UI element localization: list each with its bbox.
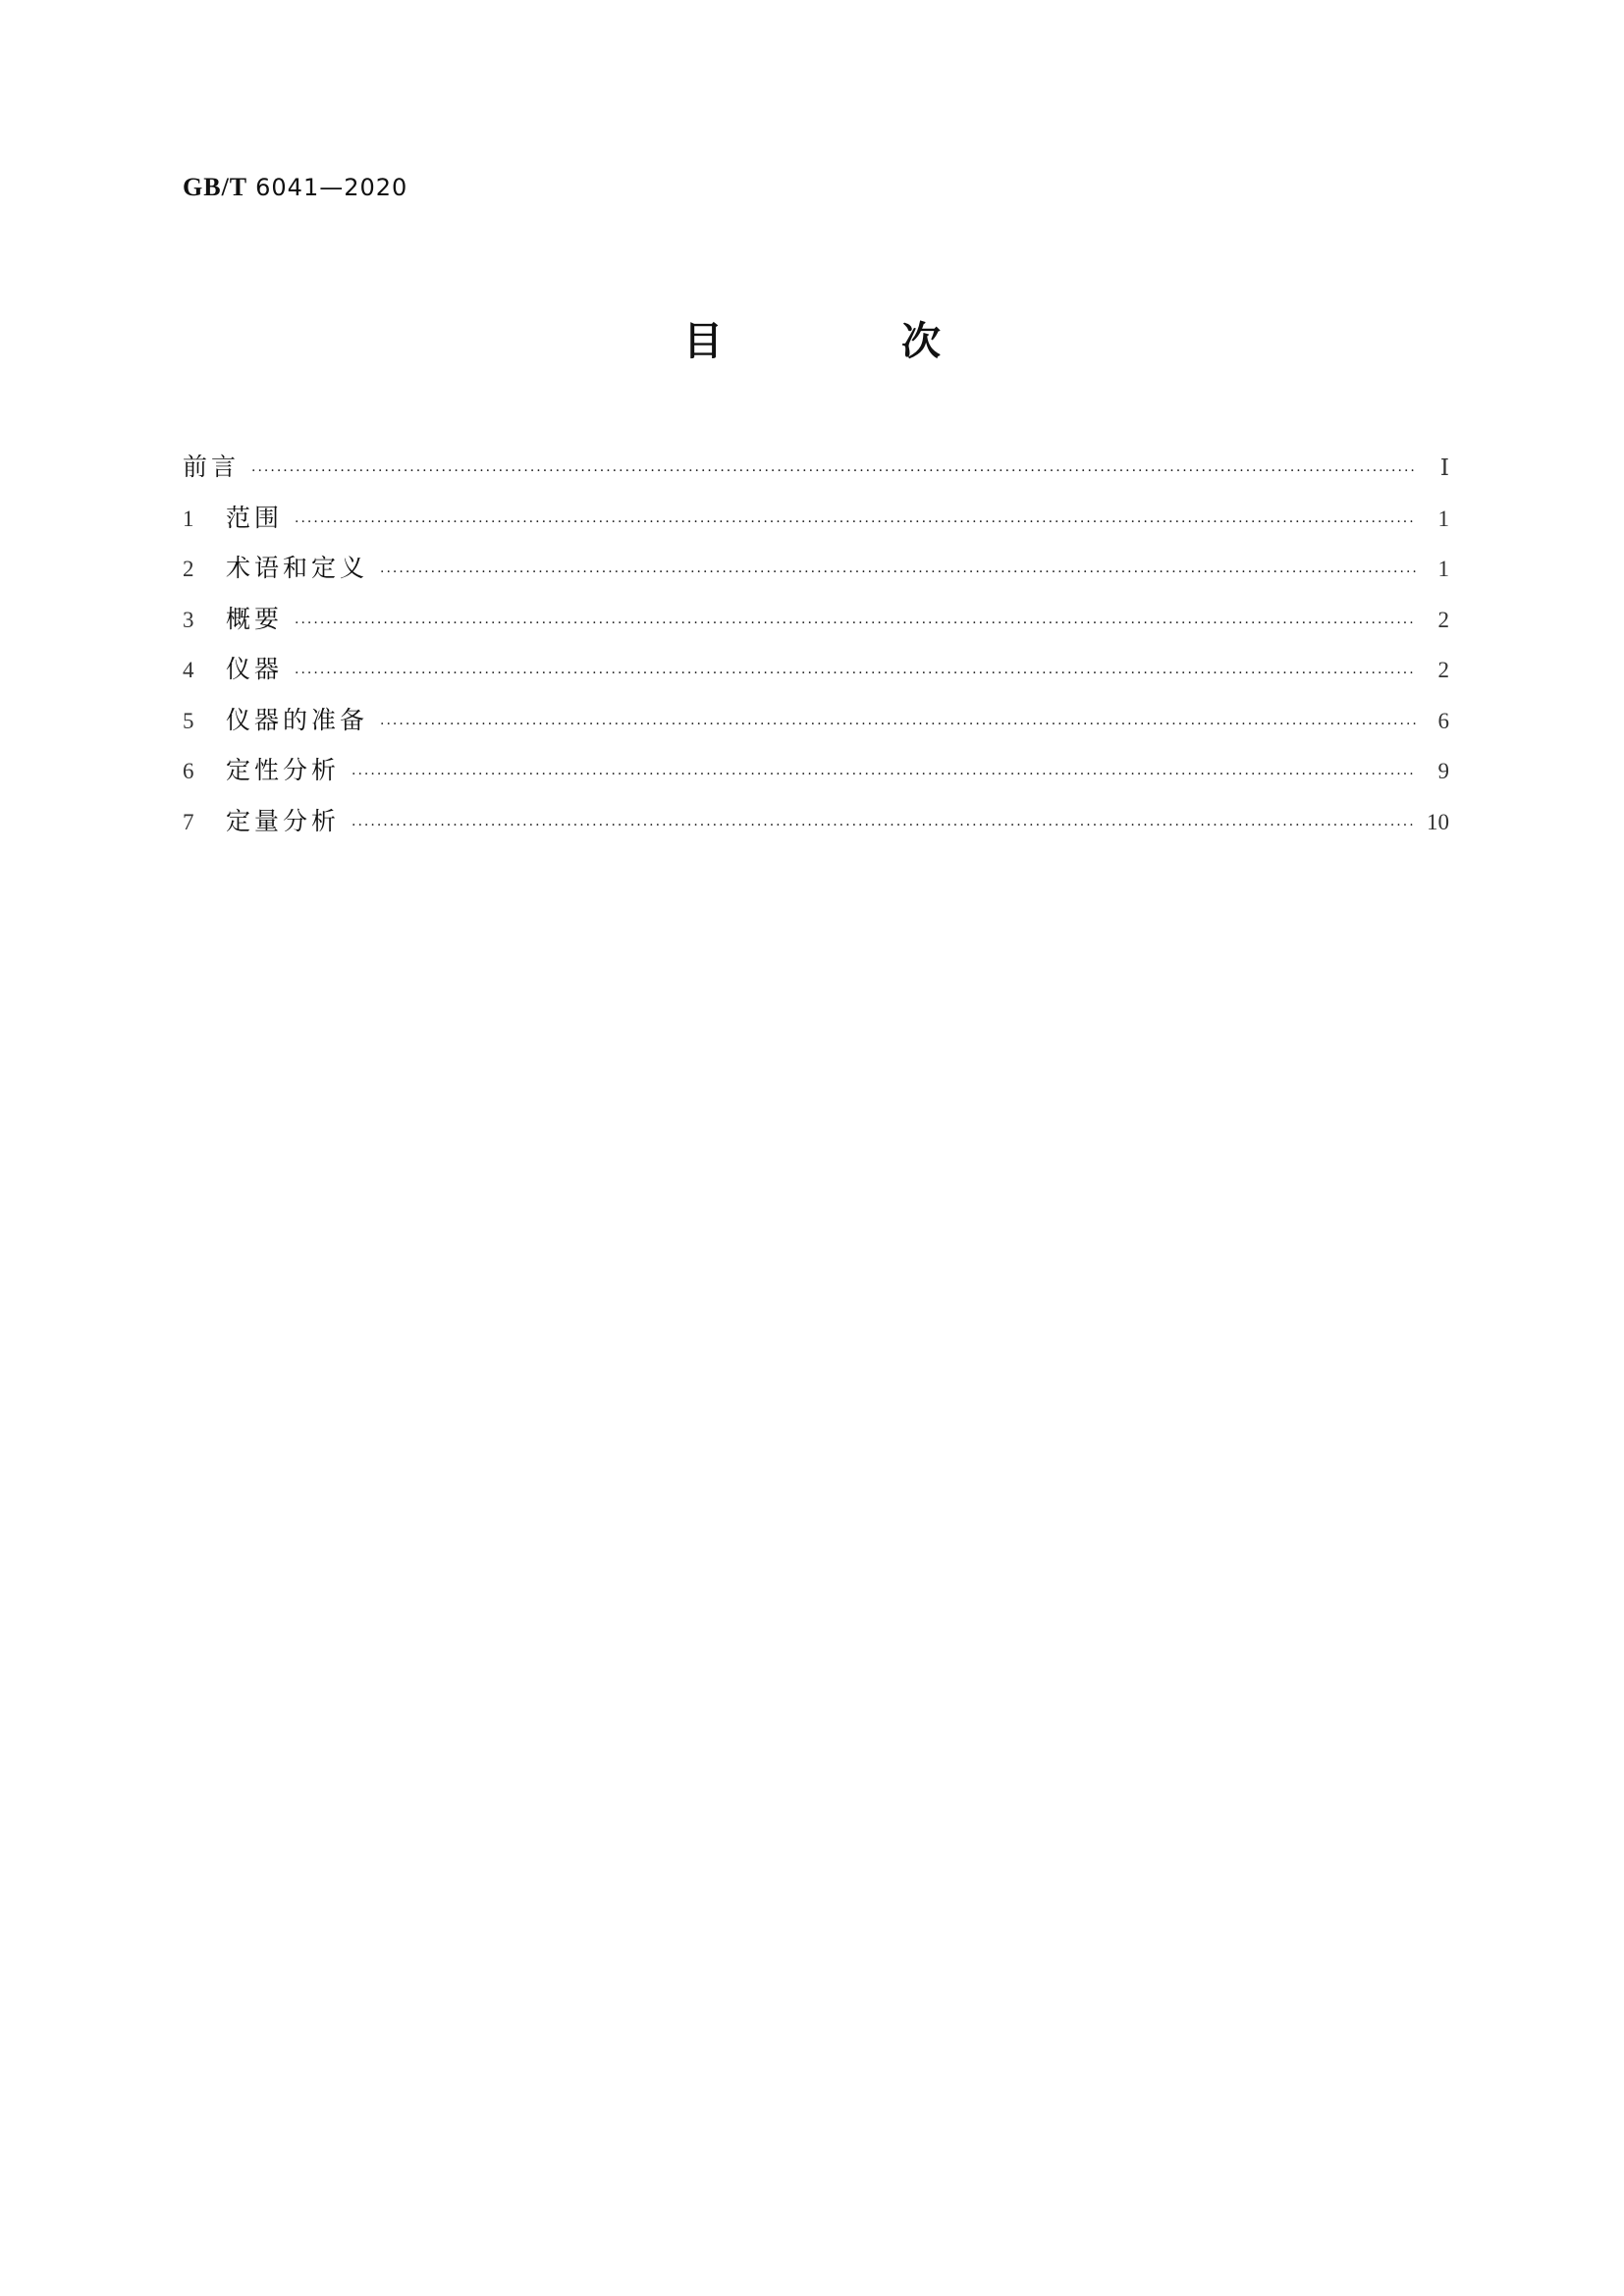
toc-entry-label: 定性分析: [226, 756, 341, 784]
toc-entry-page: 2: [1437, 607, 1449, 632]
toc-entry-page: 2: [1437, 658, 1449, 682]
toc-entry-label: 仪器: [226, 655, 284, 683]
toc-entry-page: 9: [1437, 759, 1449, 783]
toc-entry-number: 3: [183, 607, 194, 632]
toc-entry-6[interactable]: [183, 751, 1449, 802]
toc-title: 目 次: [683, 319, 1023, 364]
toc-entry-label: 概要: [226, 604, 284, 633]
toc-dot-leader: [295, 514, 1416, 530]
toc-entry-foreword[interactable]: [183, 448, 1449, 499]
toc-entry-page: 6: [1437, 708, 1449, 733]
toc-dot-leader: [295, 666, 1416, 681]
toc-entry-number: 1: [183, 506, 194, 531]
toc-entry-number: 2: [183, 557, 194, 581]
toc-entry-5[interactable]: [183, 701, 1449, 752]
toc-entry-4[interactable]: [183, 650, 1449, 701]
toc-dot-leader: [380, 717, 1416, 732]
toc-entry-label: 定量分析: [226, 806, 341, 835]
toc-entry-label: 前言: [183, 453, 241, 481]
toc-entry-page: 1: [1437, 506, 1449, 531]
table-of-contents: [183, 448, 1449, 852]
toc-entry-page: 10: [1427, 809, 1449, 834]
standard-code: [183, 173, 407, 202]
toc-dot-leader: [295, 615, 1416, 631]
standard-number: 6041—2020: [255, 174, 408, 201]
toc-entry-number: 7: [183, 809, 194, 834]
toc-entry-number: 5: [183, 708, 194, 733]
toc-dot-leader: [352, 767, 1416, 782]
toc-entry-3[interactable]: [183, 600, 1449, 651]
toc-entry-page: Ⅰ: [1439, 455, 1449, 480]
toc-entry-2[interactable]: [183, 549, 1449, 600]
toc-entry-label: 术语和定义: [226, 554, 369, 582]
toc-entry-page: 1: [1437, 557, 1449, 581]
toc-entry-1[interactable]: [183, 499, 1449, 550]
toc-entry-number: 4: [183, 658, 194, 682]
toc-dot-leader: [251, 463, 1416, 479]
toc-dot-leader: [352, 818, 1415, 833]
toc-entry-7[interactable]: [183, 802, 1449, 853]
toc-entry-label: 范围: [226, 503, 284, 532]
toc-entry-number: 6: [183, 759, 194, 783]
standard-prefix: GB/T: [183, 173, 248, 201]
toc-dot-leader: [380, 564, 1416, 580]
toc-entry-label: 仪器的准备: [226, 705, 369, 734]
